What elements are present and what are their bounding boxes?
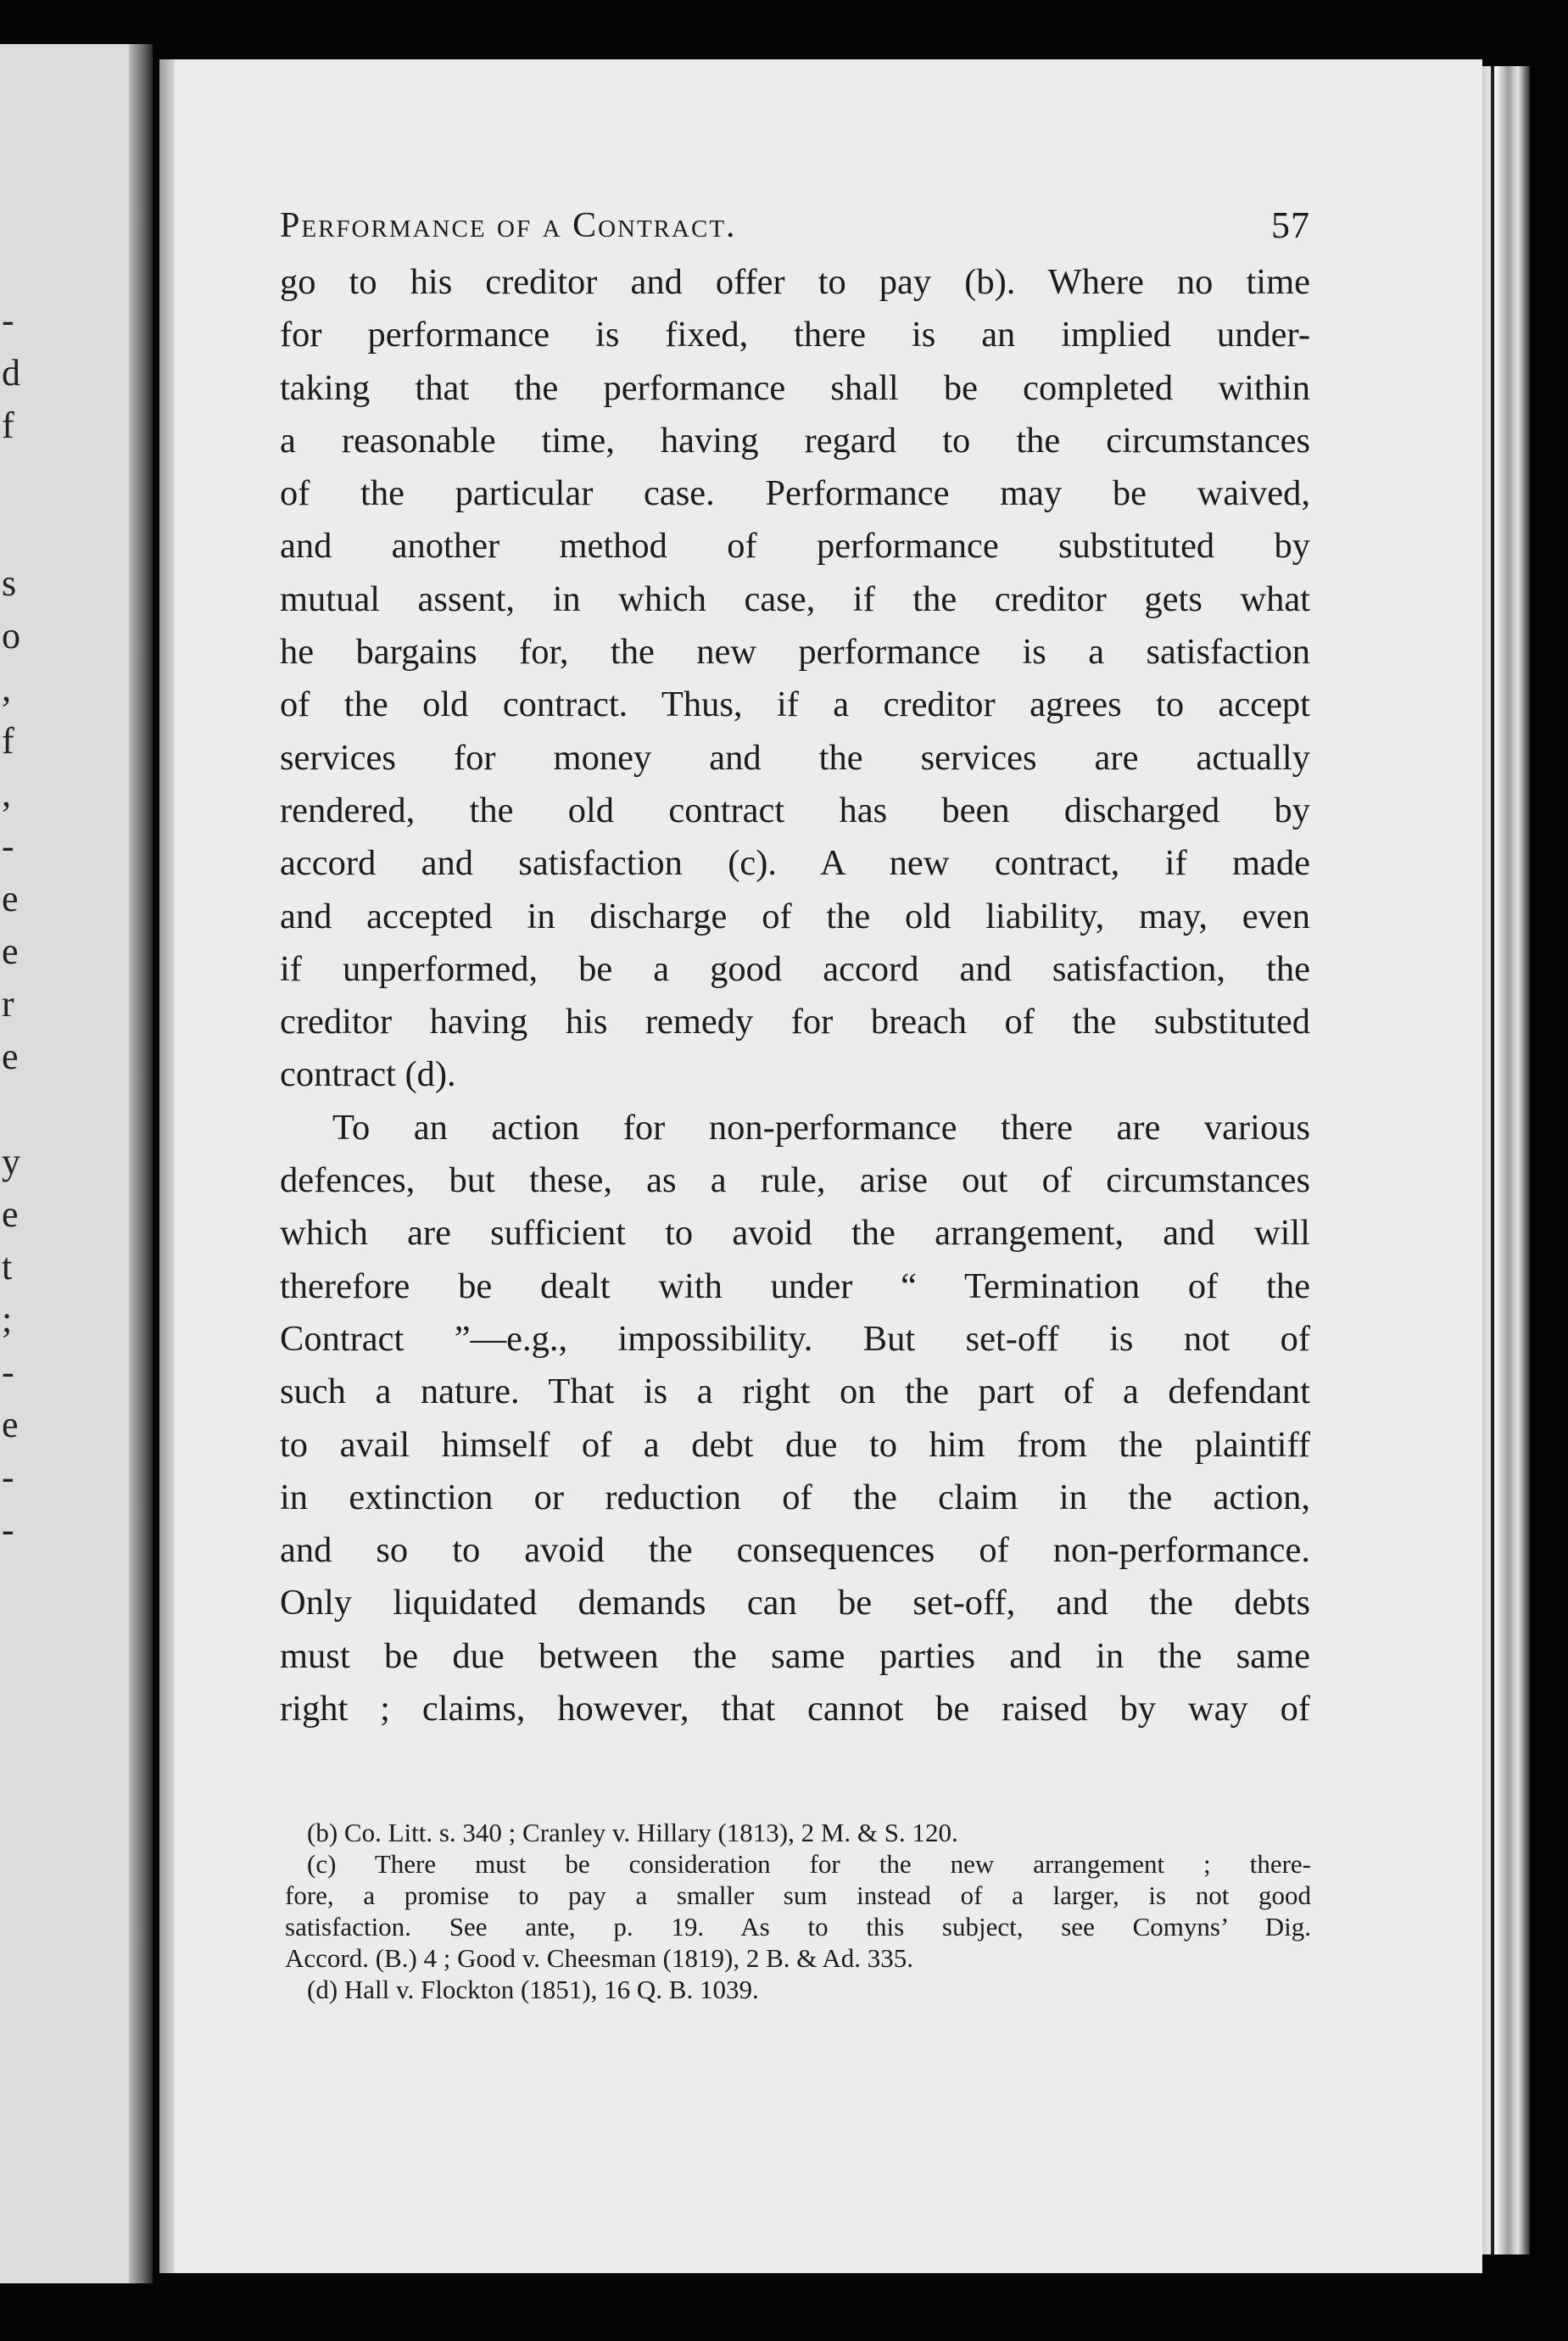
body-line: such a nature. That is a right on the part of a defendant	[280, 1372, 1310, 1412]
footnote-line: Accord. (B.) 4 ; Good v. Cheesman (1819), 2 B. & Ad. 335.	[285, 1943, 914, 1973]
body-line: for performance is fixed, there is an implied under-	[280, 315, 1310, 355]
body-line: of the old contract. Thus, if a creditor agrees to accept	[280, 684, 1310, 725]
body-line: contract (d).	[280, 1054, 456, 1095]
left-glyph: -	[2, 1351, 14, 1393]
page-edge-stack	[1482, 66, 1530, 2254]
body-line: creditor having his remedy for breach of the substituted	[280, 1002, 1310, 1042]
page-number: 57	[1271, 204, 1310, 246]
body-line: which are sufficient to avoid the arrangement, and will	[280, 1213, 1310, 1254]
body-line: Contract ”—e.g., impossibility. But set-off is not of	[280, 1318, 1310, 1359]
left-glyph: ,	[2, 668, 11, 709]
body-line: he bargains for, the new performance is a satisfaction	[280, 632, 1310, 673]
body-line: accord and satisfaction (c). A new contract, if made	[280, 843, 1310, 884]
body-line: of the particular case. Performance may be waived,	[280, 473, 1310, 514]
body-line: if unperformed, be a good accord and satisfaction, the	[280, 948, 1310, 989]
left-glyph: d	[2, 352, 20, 394]
left-glyph: ;	[2, 1299, 13, 1340]
left-glyph: s	[2, 562, 17, 604]
body-line: to avail himself of a debt due to him from the plaintiff	[280, 1424, 1310, 1465]
body-line: and accepted in discharge of the old liability, may, even	[280, 896, 1310, 936]
left-glyph: -	[2, 1509, 14, 1550]
body-line: right ; claims, however, that cannot be raised by way of	[280, 1689, 1310, 1729]
body-line: and another method of performance substituted by	[280, 526, 1310, 567]
body-line: and so to avoid the consequences of non-performance.	[280, 1530, 1310, 1571]
body-line: in extinction or reduction of the claim in the action,	[280, 1477, 1310, 1517]
page-text	[280, 197, 1310, 1735]
left-glyph: t	[2, 1246, 13, 1288]
page-edge-line	[1491, 66, 1494, 2254]
body-line: must be due between the same parties and in the same	[280, 1635, 1310, 1676]
page-spine-shadow	[159, 59, 175, 2273]
left-glyph: e	[2, 930, 19, 972]
footnote-line: (d) Hall v. Flockton (1851), 16 Q. B. 1039.	[307, 1975, 759, 2004]
body-line: therefore be dealt with under “ Termination of the	[280, 1265, 1310, 1306]
running-header	[280, 197, 1310, 256]
left-glyph: -	[2, 1456, 14, 1498]
body-line: mutual assent, in which case, if the creditor gets what	[280, 578, 1310, 619]
body-line: services for money and the services are actually	[280, 737, 1310, 778]
left-glyph: r	[2, 983, 14, 1025]
left-glyph: e	[2, 1193, 19, 1235]
footnote-line: satisfaction. See ante, p. 19. As to this subject, see Comyns’ Dig.	[285, 1912, 1311, 1942]
left-glyph: f	[2, 720, 14, 762]
left-glyph: e	[2, 878, 19, 919]
body-line: taking that the performance shall be completed within	[280, 367, 1310, 408]
left-glyph: e	[2, 1036, 19, 1077]
left-glyph: -	[2, 299, 14, 341]
footnote-line: (b) Co. Litt. s. 340 ; Cranley v. Hillary (1813), 2 M. & S. 120.	[307, 1818, 958, 1847]
body-line: rendered, the old contract has been discharged by	[280, 790, 1310, 830]
footnote-line: (c) There must be consideration for the new arrangement ; there-	[307, 1849, 1311, 1879]
left-glyph: o	[2, 615, 20, 656]
book-gutter	[129, 44, 153, 2283]
running-title: Performance of a Contract.	[280, 206, 737, 245]
body-line: To an action for non-performance there are various	[332, 1107, 1310, 1148]
left-page-fragment	[0, 44, 153, 2283]
footnotes	[285, 1817, 1311, 2005]
left-glyph: ,	[2, 773, 11, 814]
left-glyph: y	[2, 1141, 20, 1182]
body-line: Only liquidated demands can be set-off, and the debts	[280, 1583, 1310, 1623]
left-glyph: f	[2, 405, 14, 446]
footnote-line: fore, a promise to pay a smaller sum instead of a larger, is not good	[285, 1880, 1311, 1910]
body-line: go to his creditor and offer to pay (b). Where no time	[280, 262, 1310, 302]
left-glyph: e	[2, 1404, 19, 1445]
body-line: a reasonable time, having regard to the circumstances	[280, 420, 1310, 461]
left-glyph: -	[2, 825, 14, 867]
body-text	[280, 256, 1310, 1735]
body-line: defences, but these, as a rule, arise out of circumstances	[280, 1160, 1310, 1201]
